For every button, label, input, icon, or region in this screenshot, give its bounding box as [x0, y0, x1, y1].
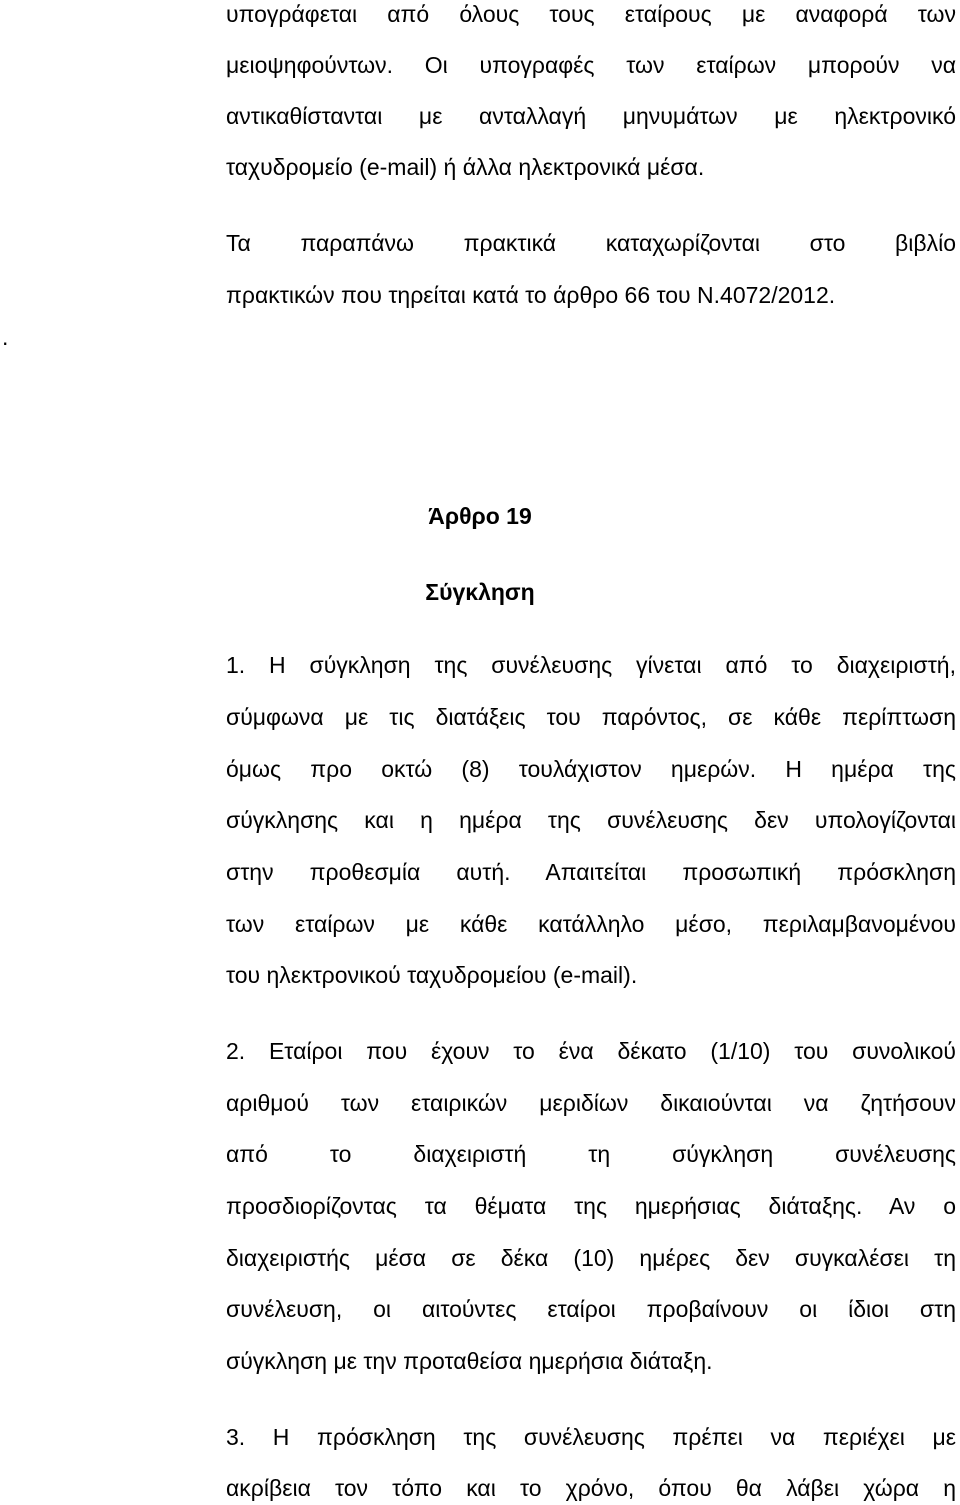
stray-mark: . — [2, 324, 9, 350]
text-line: προσδιορίζοντας τα θέματα της ημερήσιας διάταξης. Αν ο — [226, 1193, 956, 1219]
text-line: μειοψηφούντων. Οι υπογραφές των εταίρων μπορούν να — [226, 52, 956, 78]
text-line: 2. Εταίροι που έχουν το ένα δέκατο (1/10) του συνολικού — [226, 1038, 956, 1064]
article-number: Άρθρο 19 — [428, 503, 532, 529]
text-line: σύμφωνα με τις διατάξεις του παρόντος, σε κάθε περίπτωση — [226, 704, 956, 730]
text-line: Τα παραπάνω πρακτικά καταχωρίζονται στο βιβλίο — [226, 230, 956, 256]
text-line: όμως προ οκτώ (8) τουλάχιστον ημερών. Η ημέρα της — [226, 756, 956, 782]
text-line: των εταίρων με κάθε κατάλληλο μέσο, περιλαμβανομένου — [226, 911, 956, 937]
text-line: από το διαχειριστή τη σύγκληση συνέλευσης — [226, 1141, 956, 1167]
text-line: διαχειριστής μέσα σε δέκα (10) ημέρες δεν συγκαλέσει τη — [226, 1245, 956, 1271]
text-line: αντικαθίστανται με ανταλλαγή μηνυμάτων με ηλεκτρονικό — [226, 103, 956, 129]
text-line: σύγκλησης και η ημέρα της συνέλευσης δεν υπολογίζονται — [226, 807, 956, 833]
text-line: στην προθεσμία αυτή. Απαιτείται προσωπική πρόσκληση — [226, 859, 956, 885]
text-line: 1. Η σύγκληση της συνέλευσης γίνεται από το διαχειριστή, — [226, 652, 956, 678]
text-line: υπογράφεται από όλους τους εταίρους με αναφορά των — [226, 1, 956, 27]
article-title: Σύγκληση — [425, 579, 535, 605]
text-line: του ηλεκτρονικού ταχυδρομείου (e-mail). — [226, 962, 638, 988]
text-line: συνέλευση, οι αιτούντες εταίροι προβαίνουν οι ίδιοι στη — [226, 1296, 956, 1322]
text-line: αριθμού των εταιρικών μεριδίων δικαιούνται να ζητήσουν — [226, 1090, 956, 1116]
text-line: 3. Η πρόσκληση της συνέλευσης πρέπει να περιέχει με — [226, 1424, 956, 1450]
text-line: ακρίβεια τον τόπο και το χρόνο, όπου θα λάβει χώρα η — [226, 1475, 956, 1501]
text-line: ταχυδρομείο (e-mail) ή άλλα ηλεκτρονικά μέσα. — [226, 154, 705, 180]
text-line: σύγκληση με την προταθείσα ημερήσια διάταξη. — [226, 1348, 713, 1374]
text-line: πρακτικών που τηρείται κατά το άρθρο 66 του Ν.4072/2012. — [226, 282, 836, 308]
